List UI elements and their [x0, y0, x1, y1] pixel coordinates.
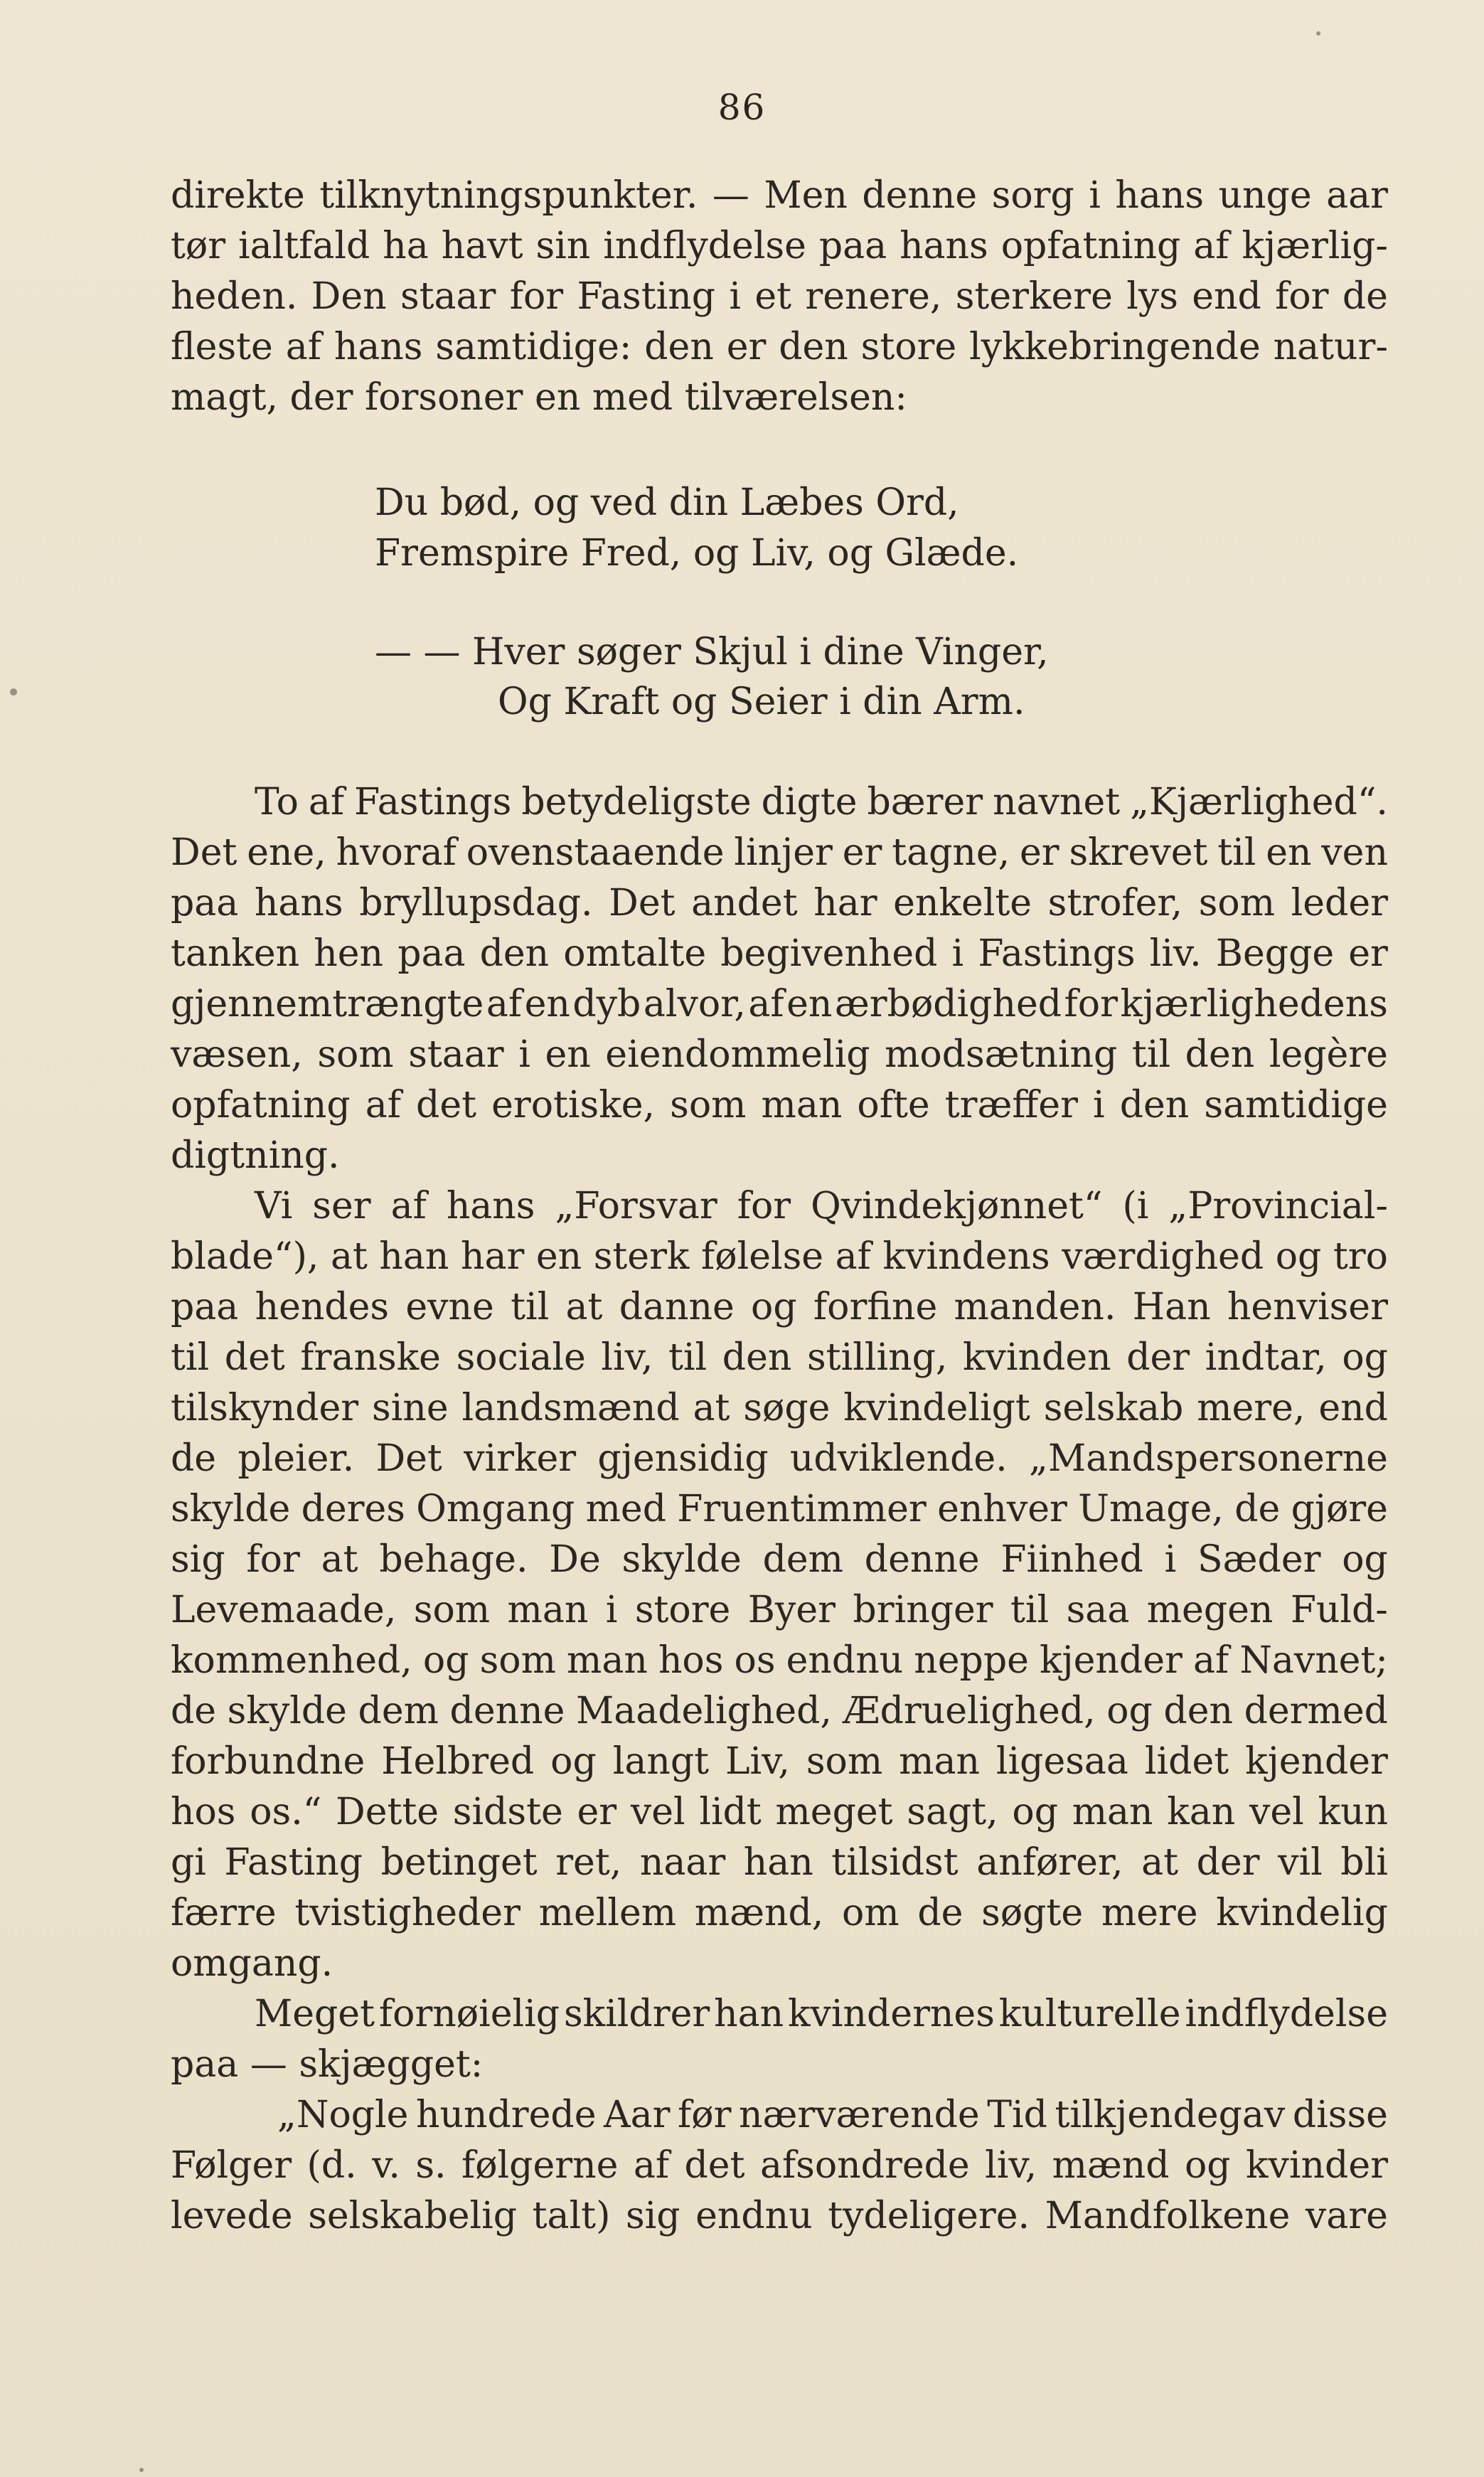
text-line: blade“), at han har en sterk følelse af kvindens værdighed og tro [171, 1235, 1388, 1278]
verse-line: Fremspire Fred, og Liv, og Glæde. [375, 532, 1019, 575]
text-line: skylde deres Omgang med Fruentimmer enhver Umage, de gjøre [171, 1488, 1388, 1530]
text-line: paa hendes evne til at danne og forfine manden. Han henviser [171, 1286, 1388, 1328]
scan-speck [10, 688, 17, 696]
text-line: Vi ser af hans „Forsvar for Qvindekjønnet“ (i „Provincial- [255, 1185, 1388, 1227]
text-line: til det franske sociale liv, til den stilling, kvinden der indtar, og [171, 1336, 1388, 1379]
text-line: „Nogle hundrede Aar før nærværende Tid tilkjendegav disse [277, 2094, 1388, 2136]
text-line: tilskynder sine landsmænd at søge kvindeligt selskab mere, end [171, 1387, 1388, 1429]
verse-line: Og Kraft og Seier i din Arm. [498, 681, 1025, 723]
text-line: Følger (d. v. s. følgerne af det afsondrede liv, mænd og kvinder [171, 2144, 1388, 2187]
text-line: Meget fornøielig skildrer han kvindernes kulturelle indflydelse [255, 1993, 1388, 2035]
text-line: paa — skjægget: [171, 2043, 484, 2086]
text-line: paa hans bryllupsdag. Det andet har enkelte strofer, som leder [171, 882, 1388, 925]
text-line: digtning. [171, 1134, 340, 1177]
text-line: sig for at behage. De skylde dem denne Fiinhed i Sæder og [171, 1538, 1388, 1581]
page-number: 86 [717, 87, 767, 128]
paragraph-4 [171, 1989, 1388, 2090]
text-line: tanken hen paa den omtalte begivenhed i Fastings liv. Begge er [171, 932, 1388, 975]
verse-line: Du bød, og ved din Læbes Ord, [375, 481, 959, 524]
text-line: gi Fasting betinget ret, naar han tilsidst anfører, at der vil bli [171, 1841, 1388, 1884]
text-line: kommenhed, og som man hos os endnu neppe kjender af Navnet; [171, 1639, 1388, 1682]
paragraph-1 [171, 171, 1388, 423]
text-line: forbundne Helbred og langt Liv, som man ligesaa lidet kjender [171, 1740, 1388, 1783]
text-line: hos os.“ Dette sidste er vel lidt meget sagt, og man kan vel kun [171, 1791, 1388, 1833]
text-line: de skylde dem denne Maadelighed, Ædruelighed, og den dermed [171, 1690, 1388, 1732]
text-line: Levemaade, som man i store Byer bringer til saa megen Fuld- [171, 1589, 1388, 1631]
text-line: opfatning af det erotiske, som man ofte træffer i den samtidige [171, 1084, 1388, 1126]
text-line: væsen, som staar i en eiendommelig modsætning til den legère [171, 1033, 1388, 1076]
text-line: fleste af hans samtidige: den er den store lykkebringende natur- [171, 326, 1388, 368]
text-line: gjennemtrængte af en dyb alvor, af en ærbødighed for kjærlighedens [171, 983, 1388, 1026]
text-line: To af Fastings betydeligste digte bærer navnet „Kjærlighed“. [255, 781, 1388, 824]
text-line: omgang. [171, 1942, 333, 1985]
verse-line: — — Hver søger Skjul i dine Vinger, [375, 631, 1049, 673]
paragraph-2 [171, 777, 1388, 1181]
text-line: færre tvistigheder mellem mænd, om de søgte mere kvindelig [171, 1892, 1388, 1934]
text-line: direkte tilknytningspunkter. — Men denne sorg i hans unge aar [171, 174, 1388, 217]
paragraph-5 [171, 2090, 1388, 2242]
scan-speck [1316, 31, 1320, 36]
scan-speck [139, 2468, 144, 2472]
text-line: de pleier. Det virker gjensidig udviklende. „Mandspersonerne [171, 1437, 1388, 1480]
paragraph-3 [171, 1181, 1388, 1989]
text-line: Det ene, hvoraf ovenstaaende linjer er tagne, er skrevet til en ven [171, 831, 1388, 874]
text-line: levede selskabelig talt) sig endnu tydeligere. Mandfolkene vare [171, 2195, 1388, 2237]
text-line: magt, der forsoner en med tilværelsen: [171, 376, 907, 419]
text-line: tør ialtfald ha havt sin indflydelse paa hans opfatning af kjærlig- [171, 225, 1388, 267]
text-line: heden. Den staar for Fasting i et renere, sterkere lys end for de [171, 275, 1388, 318]
